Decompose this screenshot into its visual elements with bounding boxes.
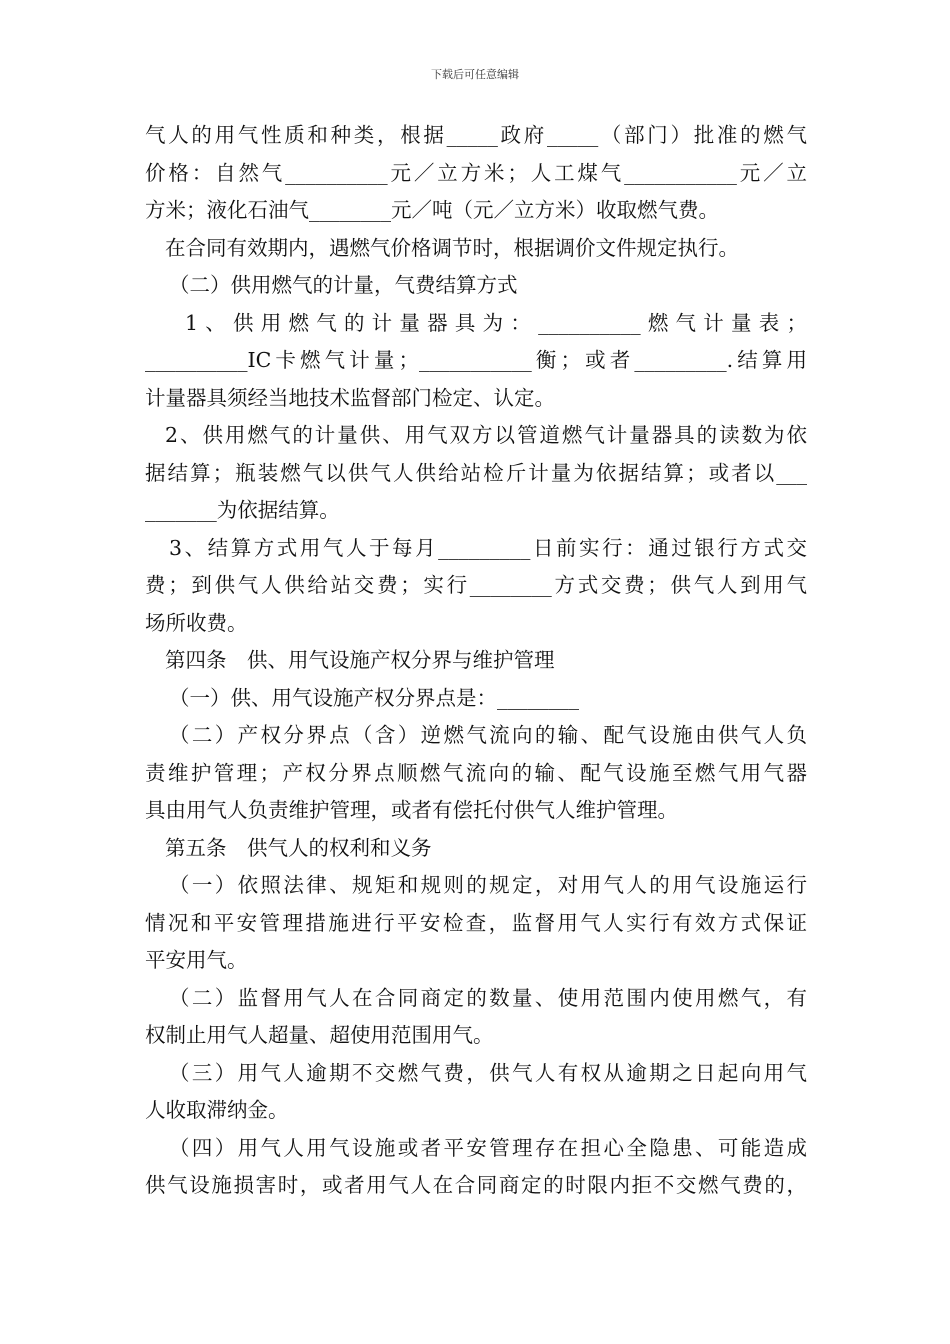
text-line: 方米；液化石油气________元／吨（元／立方米）收取燃气费。: [145, 198, 719, 222]
article-heading: 第四条 供、用气设施产权分界与维护管理: [165, 648, 555, 672]
document-body: [145, 117, 807, 1205]
text-line: （二）产权分界点（含）逆燃气流向的输、配气设施由供气人负: [169, 723, 807, 747]
text-line: （一）依照法律、规矩和规则的规定，对用气人的用气设施运行: [169, 873, 807, 897]
text-line: 价格：自然气__________元／立方米；人工煤气___________元／立: [145, 160, 807, 185]
text-line: 3、结算方式用气人于每月_________日前实行：通过银行方式交: [169, 535, 807, 560]
text-line: 责维护管理；产权分界点顺燃气流向的输、配气设施至燃气用气器: [145, 760, 807, 785]
text-line: 供气设施损害时，或者用气人在合同商定的时限内拒不交燃气费的，: [145, 1173, 807, 1197]
text-line: 在合同有效期内，遇燃气价格调节时，根据调价文件规定执行。: [165, 235, 739, 260]
text-line: 具由用气人负责维护管理，或者有偿托付供气人维护管理。: [145, 798, 678, 822]
text-line: 平安用气。: [145, 948, 248, 972]
text-line: （一）供、用气设施产权分界点是：________: [169, 685, 579, 710]
text-line: 据结算；瓶装燃气以供气人供给站检斤计量为依据结算；或者以___: [145, 460, 807, 485]
text-line: 场所收费。: [145, 610, 248, 635]
text-line: __________IC卡燃气计量；___________衡；或者_________.结算用: [145, 348, 807, 372]
text-line: 情况和平安管理措施进行平安检查，监督用气人实行有效方式保证: [145, 910, 807, 935]
section-heading: （二）供用燃气的计量，气费结算方式: [169, 273, 518, 297]
text-line: 人收取滞纳金。: [145, 1098, 289, 1122]
page-header: 下载后可任意编辑: [431, 68, 519, 81]
article-heading: 第五条 供气人的权利和义务: [165, 835, 432, 860]
text-line: 2、供用燃气的计量供、用气双方以管道燃气计量器具的读数为依: [165, 423, 807, 447]
text-line: 1、供用燃气的计量器具为：__________燃气计量表；: [185, 310, 807, 335]
text-line: _______为依据结算。: [145, 498, 340, 522]
text-line: 计量器具须经当地技术监督部门检定、认定。: [145, 385, 555, 410]
text-line: 气人的用气性质和种类，根据_____政府_____（部门）批准的燃气: [145, 123, 807, 147]
text-line: （二）监督用气人在合同商定的数量、使用范围内使用燃气，有: [169, 985, 807, 1010]
text-line: （四）用气人用气设施或者平安管理存在担心全隐患、可能造成: [169, 1135, 807, 1160]
text-line: 权制止用气人超量、超使用范围用气。: [145, 1023, 494, 1047]
text-line: （三）用气人逾期不交燃气费，供气人有权从逾期之日起向用气: [169, 1060, 807, 1085]
text-line: 费；到供气人供给站交费；实行________方式交费；供气人到用气: [145, 573, 807, 597]
